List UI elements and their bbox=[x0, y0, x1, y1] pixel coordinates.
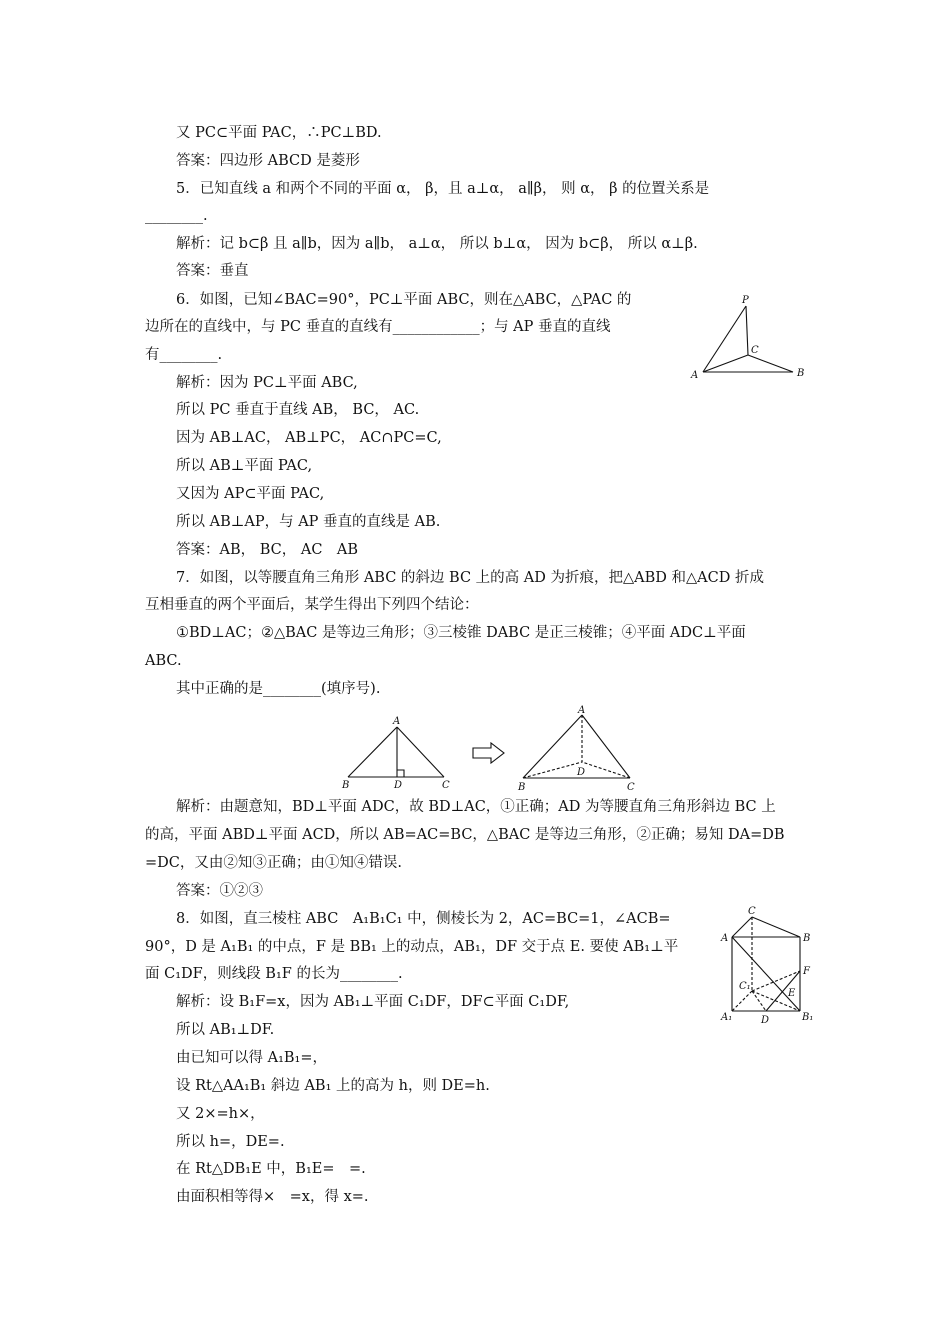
text-line: 所以 AB⊥AP，与 AP 垂直的直线是 AB. bbox=[176, 514, 441, 530]
answer-5: 答案：垂直 bbox=[176, 263, 249, 279]
solution-7: 解析：由题意知，BD⊥平面 ADC，故 BD⊥AC，①正确；AD 为等腰直角三角形斜边 BC 上 bbox=[176, 799, 776, 815]
label-d-right: D bbox=[577, 767, 586, 778]
answer-7: 答案：①②③ bbox=[176, 883, 263, 899]
solution-6: 解析：因为 PC⊥平面 ABC, bbox=[176, 375, 358, 391]
label-a-right: A bbox=[578, 705, 586, 716]
figure-q8-svg bbox=[718, 903, 828, 1025]
text-line: 所以 h=，DE=. bbox=[176, 1134, 285, 1150]
label-b-left: B bbox=[342, 780, 350, 791]
question-6: 6．如图，已知∠BAC=90°，PC⊥平面 ABC，则在△ABC，△PAC 的 bbox=[176, 292, 632, 308]
label-a1: A₁ bbox=[721, 1012, 733, 1023]
text-line: 又 2×=h×， bbox=[176, 1106, 265, 1122]
text-line: 90°，D 是 A₁B₁ 的中点，F 是 BB₁ 上的动点，AB₁，DF 交于点 E. 要使 AB₁⊥平 bbox=[145, 939, 679, 955]
text-line: 由面积相等得× =x，得 x=. bbox=[176, 1189, 369, 1205]
text-line: 所以 AB⊥平面 PAC, bbox=[176, 458, 313, 474]
text-line: 其中正确的是________(填序号). bbox=[176, 681, 381, 697]
question-5: 5．已知直线 a 和两个不同的平面 α， β，且 a⊥α， a∥β， 则 α， β 的位置关系是 bbox=[176, 181, 710, 197]
label-c-right: C bbox=[627, 782, 635, 793]
text-line: 有________. bbox=[145, 347, 223, 363]
label-d: D bbox=[761, 1015, 770, 1025]
text-line: 设 Rt△AA₁B₁ 斜边 AB₁ 上的高为 h，则 DE=h. bbox=[176, 1078, 490, 1094]
text-line: 面 C₁DF，则线段 B₁F 的长为________. bbox=[145, 966, 403, 982]
text-line: 的高，平面 ABD⊥平面 ACD，所以 AB=AC=BC，△BAC 是等边三角形，②正确；易知 DA=DB bbox=[145, 827, 785, 843]
label-b: B bbox=[803, 933, 811, 944]
text-line: 答案：四边形 ABCD 是菱形 bbox=[176, 153, 360, 169]
text-line: 由已知可以得 A₁B₁=， bbox=[176, 1050, 328, 1066]
label-a: A bbox=[691, 370, 699, 381]
text-line: ________. bbox=[145, 208, 208, 224]
question-8: 8．如图，直三棱柱 ABC A₁B₁C₁ 中，侧棱长为 2，AC=BC=1，∠ACB= bbox=[176, 911, 671, 927]
label-e: E bbox=[788, 988, 796, 999]
figure-q6-svg bbox=[688, 292, 818, 382]
label-c: C bbox=[751, 345, 759, 356]
figure-q8 bbox=[718, 903, 828, 1025]
answer-6: 答案：AB， BC， AC AB bbox=[176, 542, 359, 558]
label-d-left: D bbox=[394, 780, 403, 791]
text-line: 因为 AB⊥AC， AB⊥PC， AC∩PC=C, bbox=[176, 430, 442, 446]
figure-q7-svg bbox=[340, 705, 640, 793]
text-line: 边所在的直线中，与 PC 垂直的直线有____________；与 AP 垂直的直线 bbox=[145, 319, 611, 335]
label-c1: C₁ bbox=[739, 981, 751, 992]
text-line: 互相垂直的两个平面后，某学生得出下列四个结论： bbox=[145, 597, 479, 613]
question-7: 7．如图，以等腰直角三角形 ABC 的斜边 BC 上的高 AD 为折痕，把△ABD 和△ACD 折成 bbox=[176, 570, 764, 586]
label-c: C bbox=[748, 906, 756, 917]
label-f: F bbox=[803, 966, 810, 977]
figure-q7 bbox=[340, 705, 640, 793]
text-line: 又 PC⊂平面 PAC，∴PC⊥BD. bbox=[176, 125, 382, 141]
label-p: P bbox=[742, 295, 749, 306]
solution-8: 解析：设 B₁F=x，因为 AB₁⊥平面 C₁DF，DF⊂平面 C₁DF, bbox=[176, 994, 570, 1010]
text-line: 所以 PC 垂直于直线 AB， BC， AC. bbox=[176, 402, 420, 418]
text-line: 所以 AB₁⊥DF. bbox=[176, 1022, 275, 1038]
label-c-left: C bbox=[442, 780, 450, 791]
figure-q6 bbox=[688, 292, 818, 382]
solution-5: 解析：记 b⊂β 且 a∥b，因为 a∥b， a⊥α， 所以 b⊥α， 因为 b⊂β， 所以 α⊥β. bbox=[176, 236, 698, 252]
label-a: A bbox=[721, 933, 729, 944]
label-a-left: A bbox=[393, 716, 401, 727]
label-b-right: B bbox=[518, 782, 526, 793]
text-line: 又因为 AP⊂平面 PAC, bbox=[176, 486, 325, 502]
text-line: 在 Rt△DB₁E 中，B₁E= =. bbox=[176, 1161, 366, 1177]
label-b1: B₁ bbox=[802, 1012, 814, 1023]
label-b: B bbox=[797, 368, 805, 379]
text-line: ①BD⊥AC；②△BAC 是等边三角形；③三棱锥 DABC 是正三棱锥；④平面 ADC⊥平面 bbox=[176, 625, 746, 641]
text-line: ABC. bbox=[145, 653, 182, 669]
text-line: =DC，又由②知③正确；由①知④错误. bbox=[145, 855, 402, 871]
